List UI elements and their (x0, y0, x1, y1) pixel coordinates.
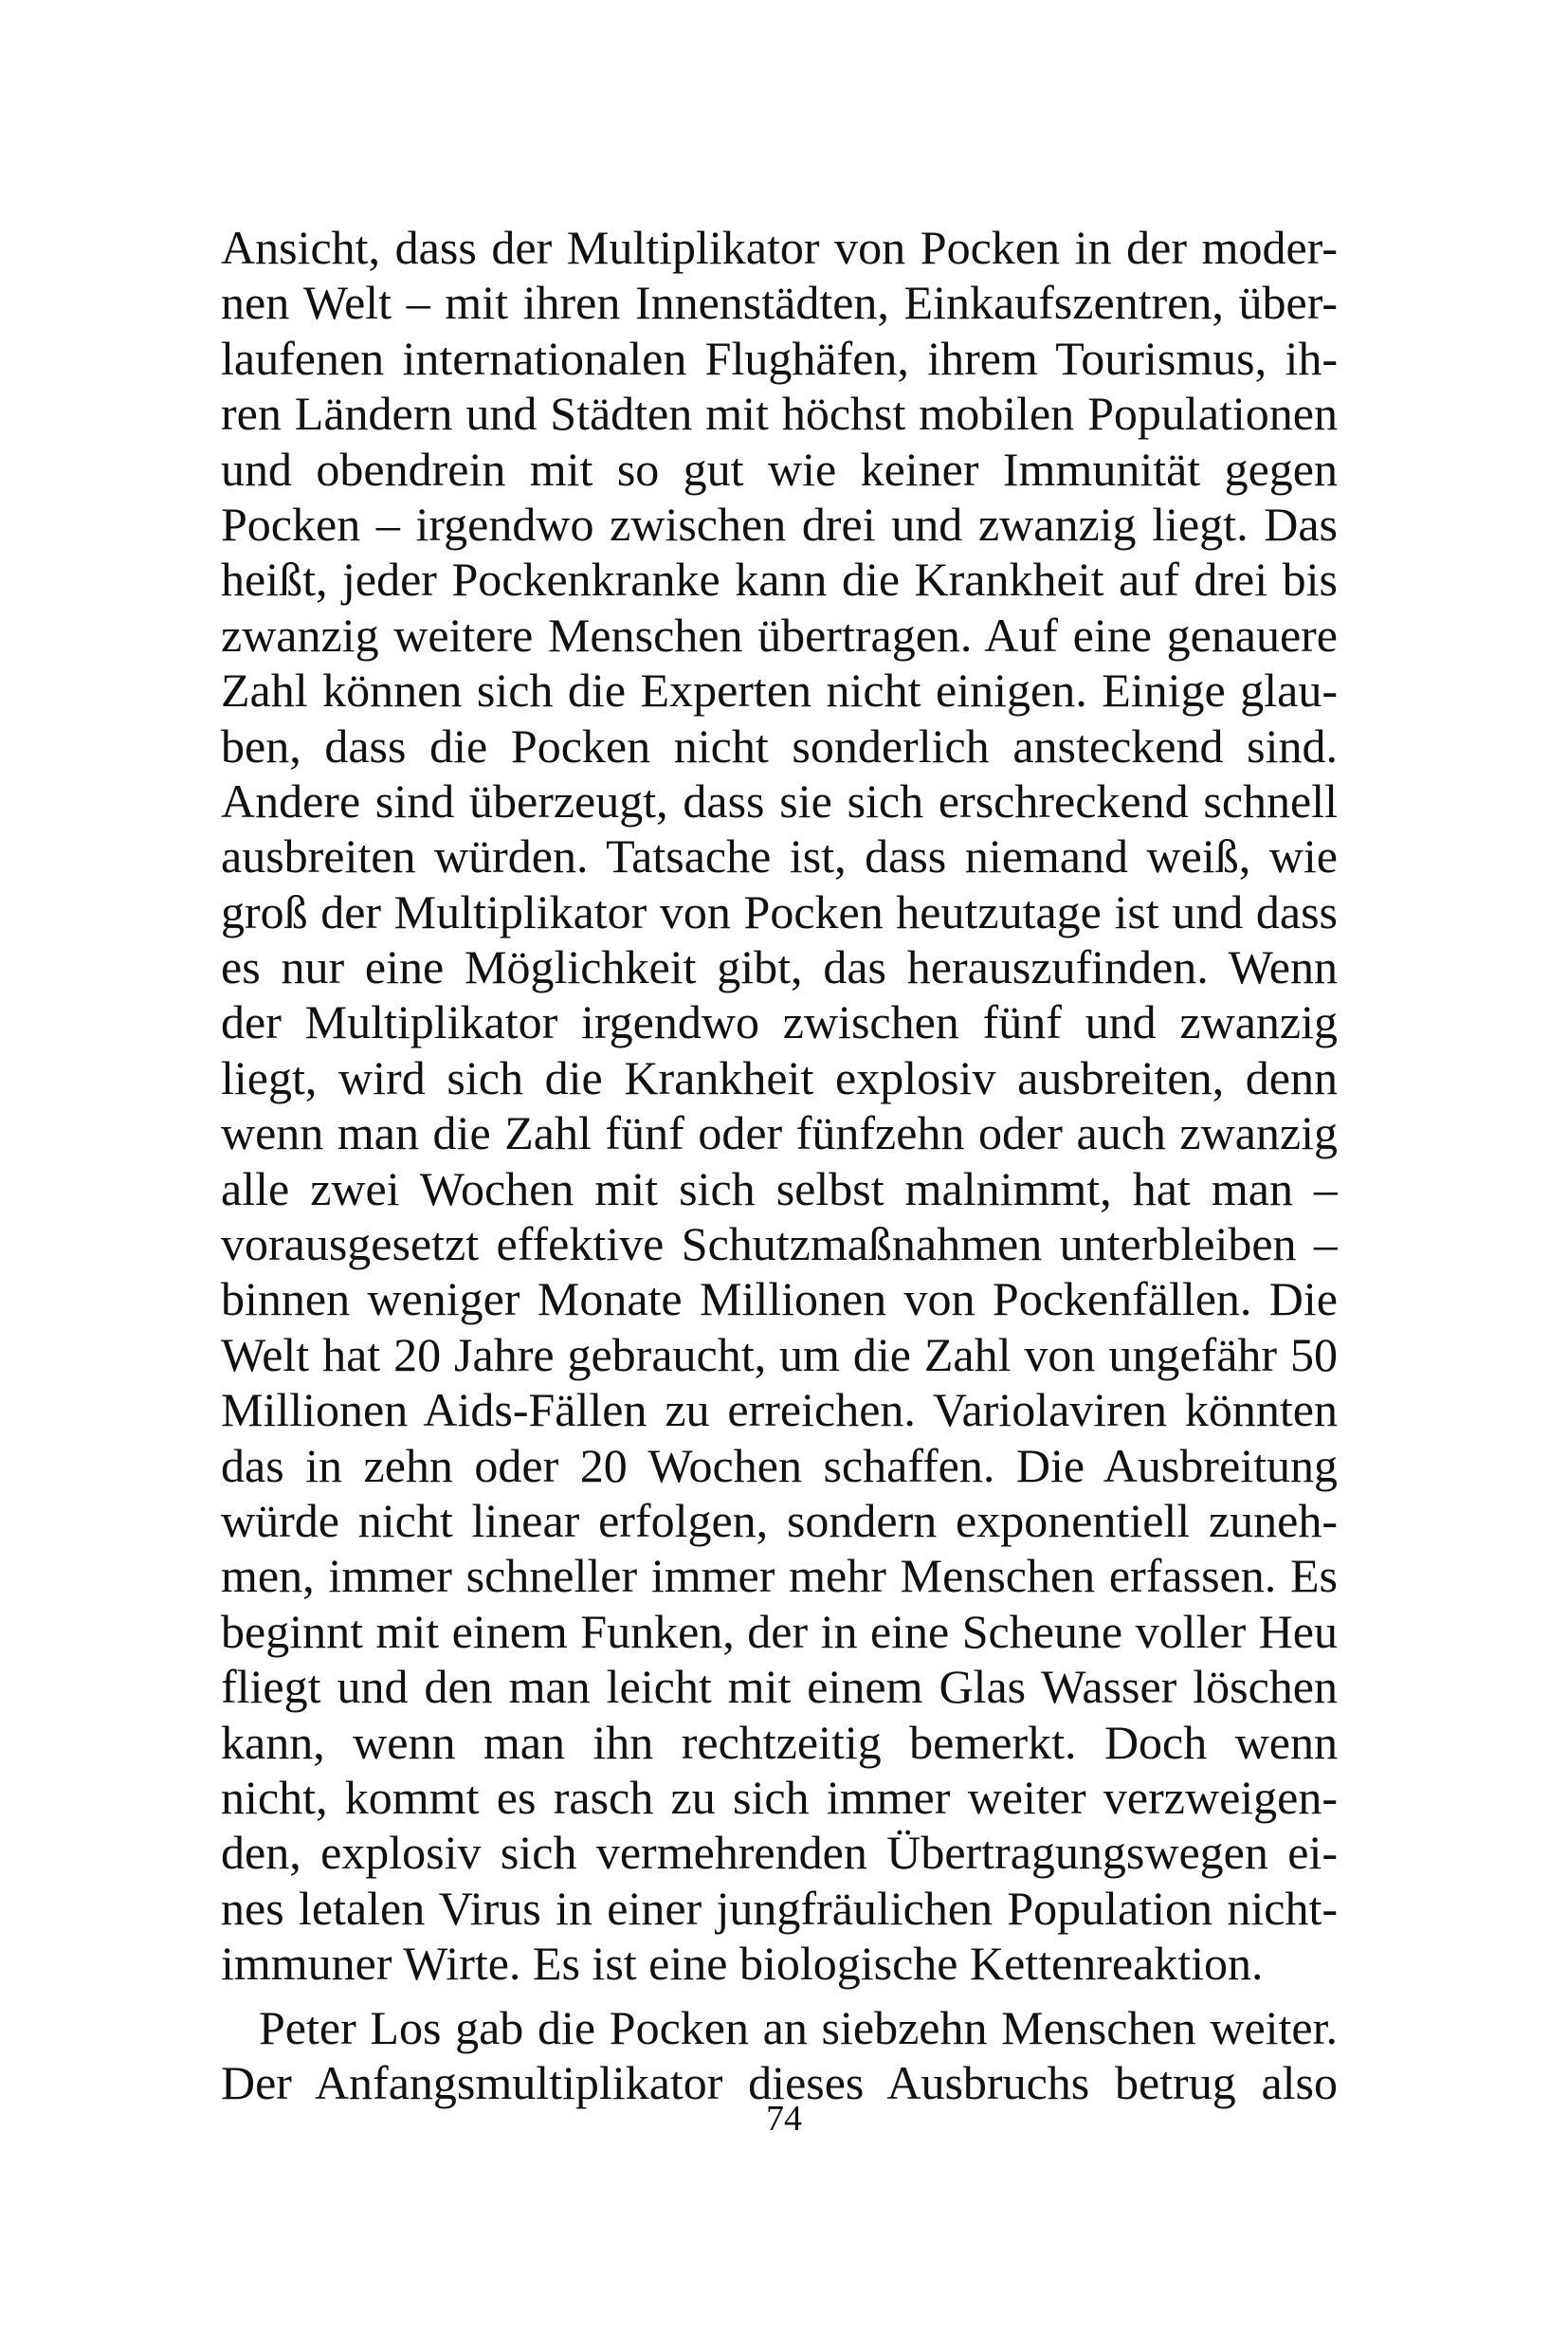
text-line: ausbreiten würden. Tatsache ist, dass niemand weiß, wie (221, 829, 1338, 884)
text-line: das in zehn oder 20 Wochen schaffen. Die Ausbreitung (221, 1438, 1338, 1492)
text-line: Millionen Aids-Fällen zu erreichen. Variolaviren könnten (221, 1383, 1338, 1437)
text-line: groß der Multiplikator von Pocken heutzutage ist und dass (221, 884, 1338, 938)
text-line: wenn man die Zahl fünf oder fünfzehn oder auch zwanzig (221, 1106, 1338, 1160)
text-line: liegt, wird sich die Krankheit explosiv ausbreiten, denn (221, 1050, 1338, 1104)
text-line: Peter Los gab die Pocken an siebzehn Menschen weiter. (259, 2000, 1338, 2054)
text-line: immuner Wirte. Es ist eine biologische Kettenreaktion. (221, 1937, 1264, 1991)
text-line: zwanzig weitere Menschen übertragen. Auf eine genauere (221, 608, 1338, 662)
paragraph-1 (221, 220, 1338, 1992)
page-number: 74 (766, 2099, 802, 2139)
text-line: ren Ländern und Städten mit höchst mobilen Populationen (221, 387, 1338, 441)
text-line: nicht, kommt es rasch zu sich immer weiter verzweigen- (221, 1770, 1338, 1824)
body-text (221, 220, 1338, 2110)
text-line: der Multiplikator irgendwo zwischen fünf und zwanzig (221, 995, 1338, 1049)
text-line: Welt hat 20 Jahre gebraucht, um die Zahl von ungefähr 50 (221, 1327, 1338, 1381)
text-line: Zahl können sich die Experten nicht einigen. Einige glau- (221, 664, 1338, 718)
text-line: beginnt mit einem Funken, der in eine Scheune voller Heu (221, 1604, 1338, 1658)
text-line: nen Welt – mit ihren Innenstädten, Einkaufszentren, über- (221, 276, 1338, 330)
text-line: fliegt und den man leicht mit einem Glas Wasser löschen (221, 1660, 1338, 1714)
text-line: würde nicht linear erfolgen, sondern exponentiell zuneh- (221, 1493, 1338, 1547)
text-line: nes letalen Virus in einer jungfräulichen Population nicht- (221, 1881, 1338, 1935)
text-line: den, explosiv sich vermehrenden Übertragungswegen ei- (221, 1826, 1338, 1880)
text-line: Pocken – irgendwo zwischen drei und zwanzig liegt. Das (221, 497, 1338, 551)
text-line: Ansicht, dass der Multiplikator von Pocken in der moder- (221, 221, 1338, 274)
text-line: vorausgesetzt effektive Schutzmaßnahmen unterbleiben – (221, 1217, 1338, 1271)
text-line: Der Anfangsmultiplikator dieses Ausbruchs betrug also (221, 2055, 1338, 2109)
text-line: es nur eine Möglichkeit gibt, das herauszufinden. Wenn (221, 940, 1338, 994)
text-line: und obendrein mit so gut wie keiner Immunität gegen (221, 442, 1338, 496)
text-line: laufenen internationalen Flughäfen, ihrem Tourismus, ih- (221, 331, 1338, 385)
paragraph-2 (221, 2000, 1338, 2111)
text-line: ben, dass die Pocken nicht sonderlich ansteckend sind. (221, 719, 1338, 773)
text-line: alle zwei Wochen mit sich selbst malnimmt, hat man – (221, 1161, 1338, 1215)
text-line: kann, wenn man ihn rechtzeitig bemerkt. Doch wenn (221, 1715, 1338, 1769)
text-line: men, immer schneller immer mehr Menschen erfassen. Es (221, 1549, 1338, 1603)
text-line: heißt, jeder Pockenkranke kann die Krankheit auf drei bis (221, 553, 1338, 607)
text-line: Andere sind überzeugt, dass sie sich erschreckend schnell (221, 774, 1338, 828)
text-line: binnen weniger Monate Millionen von Pockenfällen. Die (221, 1272, 1338, 1326)
